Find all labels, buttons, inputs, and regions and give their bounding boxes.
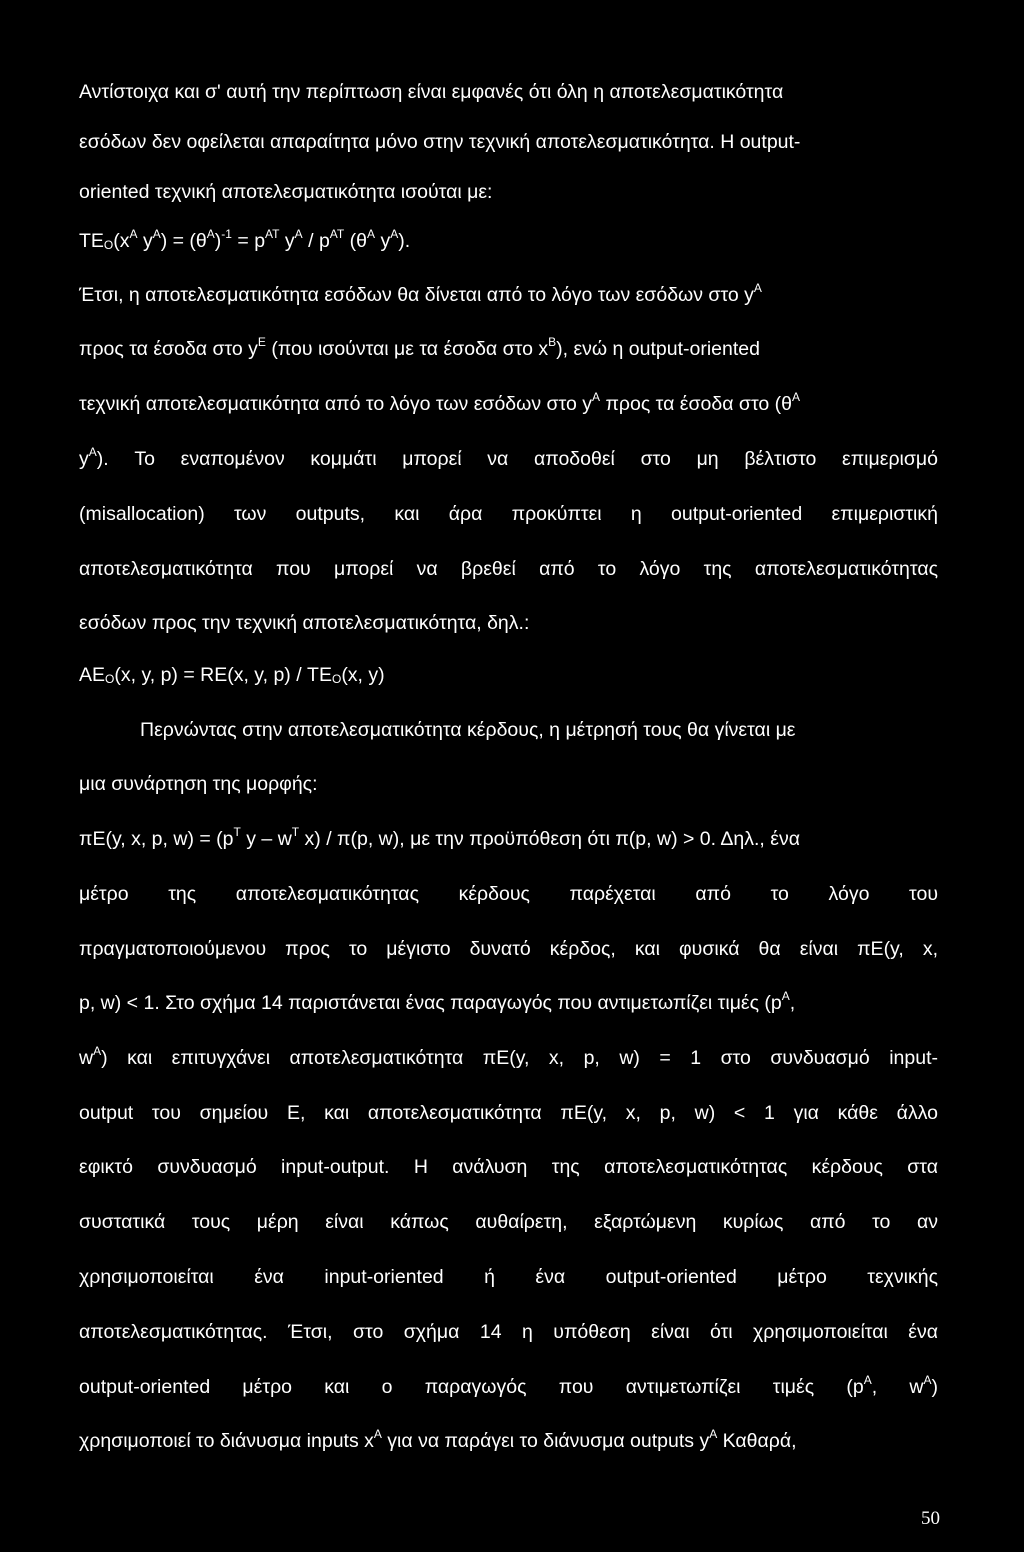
text-line-13: Περνώντας στην αποτελεσματικότητα κέρδους, η μέτρησή τους θα γίνεται με <box>140 719 796 741</box>
text-line-21: εφικτό συνδυασμό input-output. Η ανάλυση της αποτελεσματικότητας κέρδους στα <box>79 1156 938 1178</box>
text-line-9: (misallocation) των outputs, και άρα προκύπτει η output-oriented επιμεριστική <box>79 503 938 525</box>
text-line-6: προς τα έσοδα στο $y^E$ (που ισούνται με τα έσοδα στο $x^B$), ενώ η output-oriented <box>79 335 760 360</box>
text-line-20: output του σημείου Ε, και αποτελεσματικότητα πΕ(y, x, p, w) < 1 για κάθε άλλο <box>79 1102 938 1124</box>
text-line-5: Έτσι, η αποτελεσματικότητα εσόδων θα δίνεται από το λόγο των εσόδων στο $y^A$ <box>79 281 762 306</box>
text-line-18: p, w) < 1. Στο σχήμα 14 παριστάνεται ένας παραγωγός που αντιμετωπίζει τιμές ($p^A$, <box>79 989 796 1014</box>
text-line-3: oriented τεχνική αποτελεσματικότητα ισούται με: <box>79 181 493 203</box>
formula-aeo: $AE_O(x$, y, p) = RE(x, y, $p) / TE_O(x$, y) <box>79 664 385 686</box>
page-number: 50 <box>921 1508 940 1529</box>
text-line-2: εσόδων δεν οφείλεται απαραίτητα μόνο στην τεχνική αποτελεσματικότητα. Η output- <box>79 131 801 153</box>
text-line-22: συστατικά τους μέρη είναι κάπως αυθαίρετη, εξαρτώμενη κυρίως από το αν <box>79 1211 938 1233</box>
text-line-8: $y^A$). Το εναπομένον κομμάτι μπορεί να αποδοθεί στο μη βέλτιστο επιμερισμό <box>79 445 938 470</box>
text-line-10: αποτελεσματικότητα που μπορεί να βρεθεί από το λόγο της αποτελεσματικότητας <box>79 558 938 580</box>
text-line-24: αποτελεσματικότητας. Έτσι, στο σχήμα 14 η υπόθεση είναι ότι χρησιμοποιείται ένα <box>79 1321 938 1343</box>
text-line-15: πΕ(y, x, p, $w) = (p^T$ y – $w^T$ x) / π(p, w), με την προϋπόθεση ότι π(p, w) > 0. Δηλ., ένα <box>79 825 800 850</box>
text-line-16: μέτρο της αποτελεσματικότητας κέρδους παρέχεται από το λόγο του <box>79 883 938 905</box>
text-line-23: χρησιμοποιείται ένα input-oriented ή ένα output-oriented μέτρο τεχνικής <box>79 1266 938 1288</box>
text-line-26: χρησιμοποιεί το διάνυσμα inputs $x^A$ για να παράγει το διάνυσμα outputs $y^A$ Καθαρά, <box>79 1427 797 1452</box>
formula-teo: $TE_O(x^A$ $y^A) = (\theta^A)^{-1} = p^{AT}$ $y^A / p^{AT}$ ($\theta^A$ $y^A$). <box>79 227 411 252</box>
text-line-14: μια συνάρτηση της μορφής: <box>79 773 318 795</box>
text-line-19: $w^A$) και επιτυγχάνει αποτελεσματικότητα πΕ(y, x, p, w) = 1 στο συνδυασμό input- <box>79 1044 938 1069</box>
text-line-1: Αντίστοιχα και σ' αυτή την περίπτωση είναι εμφανές ότι όλη η αποτελεσματικότητα <box>79 81 784 103</box>
text-line-17: πραγματοποιούμενου προς το μέγιστο δυνατό κέρδος, και φυσικά θα είναι πΕ(y, x, <box>79 938 938 960</box>
text-line-7: τεχνική αποτελεσματικότητα από το λόγο των εσόδων στο $y^A$ προς τα έσοδα στο ($\theta^A$ <box>79 390 800 415</box>
text-line-25: output-oriented μέτρο και ο παραγωγός που αντιμετωπίζει τιμές ($p^A$, $w^A$) <box>79 1373 938 1398</box>
text-line-11: εσόδων προς την τεχνική αποτελεσματικότητα, δηλ.: <box>79 612 530 634</box>
